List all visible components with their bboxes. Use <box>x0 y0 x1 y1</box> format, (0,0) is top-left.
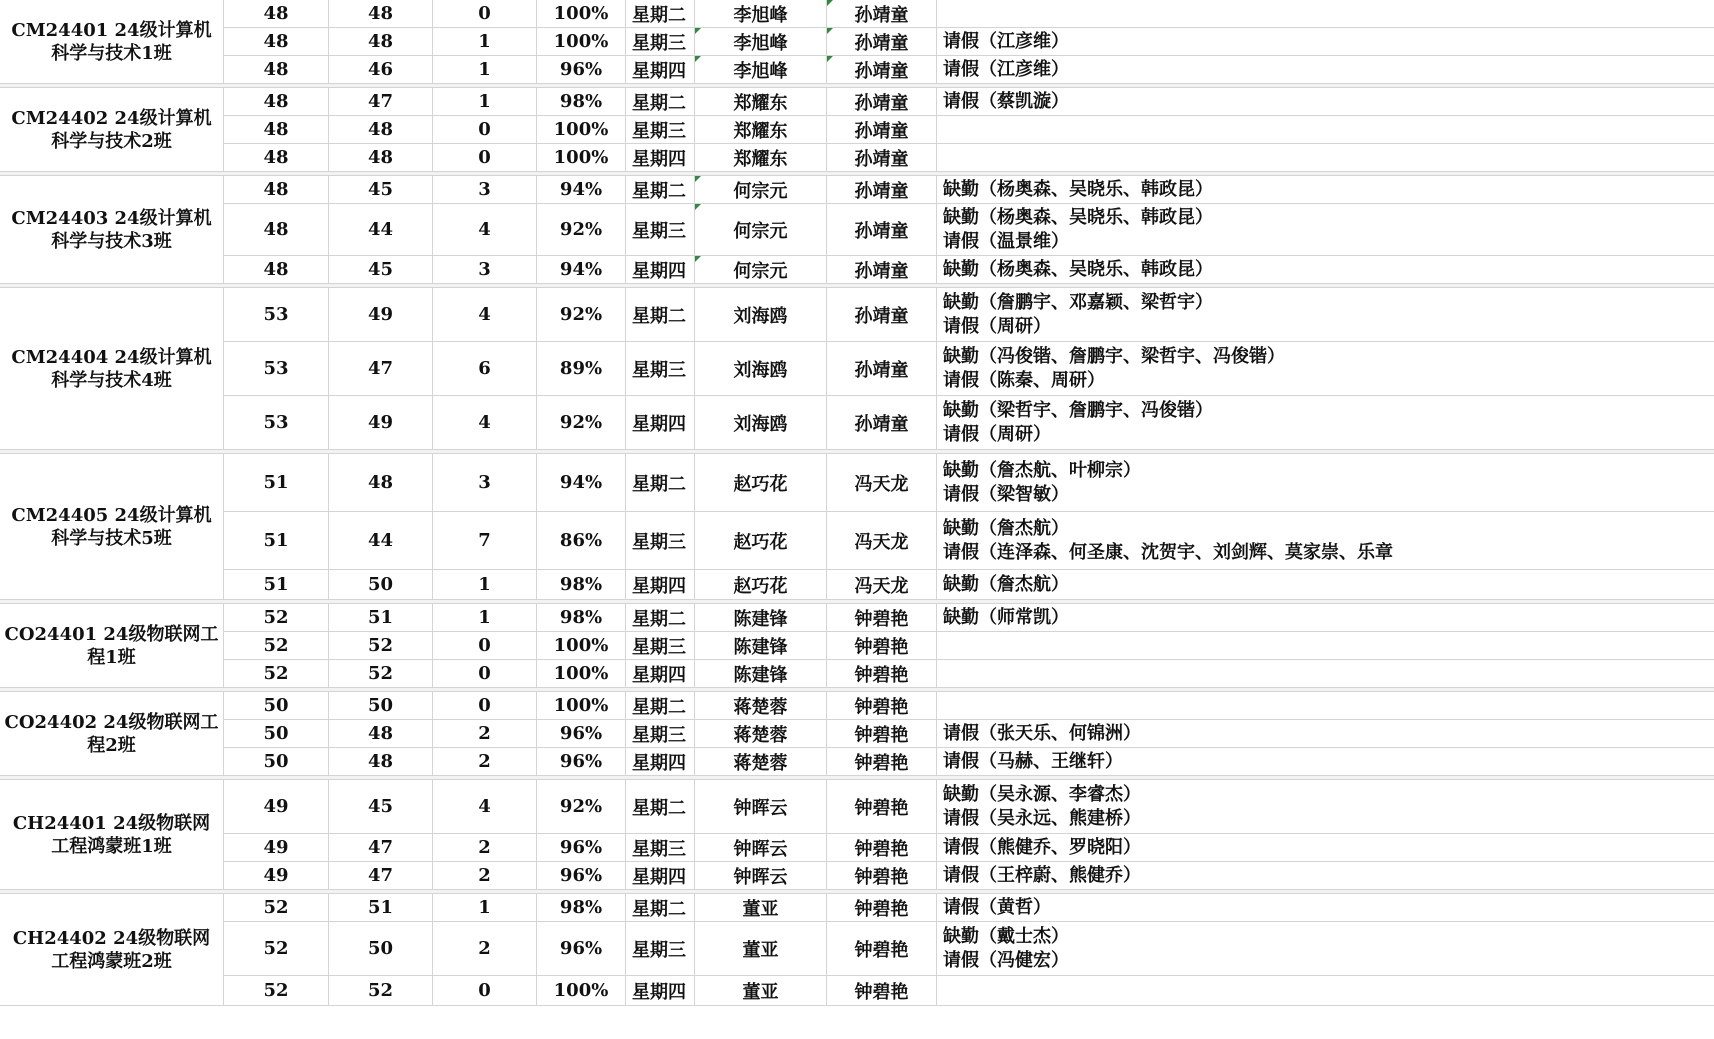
total-cell[interactable]: 52 <box>224 632 329 660</box>
teacher-cell[interactable]: 钟晖云 <box>695 862 827 890</box>
day-cell[interactable]: 星期三 <box>626 204 695 256</box>
counselor-cell[interactable]: 孙靖童 <box>827 56 937 84</box>
counselor-cell[interactable]: 钟碧艳 <box>827 720 937 748</box>
class-name-cell[interactable]: CH24401 24级物联网工程鸿蒙班1班 <box>0 780 224 890</box>
teacher-cell[interactable]: 刘海鸥 <box>695 342 827 396</box>
day-cell[interactable]: 星期二 <box>626 176 695 204</box>
absent-cell[interactable]: 2 <box>433 862 537 890</box>
rate-cell[interactable]: 100% <box>537 0 626 28</box>
day-cell[interactable]: 星期四 <box>626 256 695 284</box>
counselor-cell[interactable]: 孙靖童 <box>827 288 937 342</box>
total-cell[interactable]: 52 <box>224 604 329 632</box>
absent-cell[interactable]: 0 <box>433 0 537 28</box>
teacher-cell[interactable]: 董亚 <box>695 976 827 1006</box>
total-cell[interactable]: 48 <box>224 0 329 28</box>
remark-line: 请假（周研） <box>943 315 1051 337</box>
rate-cell[interactable]: 92% <box>537 780 626 834</box>
comment-indicator-icon <box>827 56 833 62</box>
remark-line: 缺勤（詹杰航、叶柳宗） <box>943 459 1141 481</box>
day-cell[interactable]: 星期二 <box>626 88 695 116</box>
remark-line: 请假（周研） <box>943 423 1051 445</box>
rate-cell[interactable]: 98% <box>537 88 626 116</box>
rate-cell[interactable]: 100% <box>537 144 626 172</box>
remark-line: 请假（张天乐、何锦洲） <box>943 722 1141 744</box>
rate-cell[interactable]: 98% <box>537 604 626 632</box>
comment-indicator-icon <box>827 0 833 6</box>
counselor-cell[interactable]: 钟碧艳 <box>827 976 937 1006</box>
absent-cell[interactable]: 4 <box>433 780 537 834</box>
remark-cell[interactable] <box>937 176 1714 204</box>
rate-cell[interactable]: 94% <box>537 256 626 284</box>
total-cell[interactable]: 50 <box>224 692 329 720</box>
comment-indicator-icon <box>827 28 833 34</box>
remark-line: 请假（陈秦、周研） <box>943 369 1105 391</box>
rate-cell[interactable]: 100% <box>537 28 626 56</box>
absent-cell[interactable]: 0 <box>433 660 537 688</box>
remark-line: 请假（蔡凯漩） <box>943 90 1069 112</box>
counselor-cell[interactable]: 钟碧艳 <box>827 692 937 720</box>
total-cell[interactable]: 50 <box>224 748 329 776</box>
total-cell[interactable]: 51 <box>224 570 329 600</box>
counselor-cell[interactable]: 孙靖童 <box>827 0 937 28</box>
remark-cell[interactable] <box>937 88 1714 116</box>
remark-cell[interactable] <box>937 204 1714 256</box>
teacher-cell[interactable]: 何宗元 <box>695 176 827 204</box>
remark-line: 缺勤（詹杰航） <box>943 517 1069 539</box>
rate-cell[interactable]: 92% <box>537 288 626 342</box>
present-cell[interactable]: 49 <box>329 288 433 342</box>
absent-cell[interactable]: 7 <box>433 512 537 570</box>
present-cell[interactable]: 45 <box>329 780 433 834</box>
present-cell[interactable]: 50 <box>329 922 433 976</box>
remark-line: 请假（黄哲） <box>943 896 1051 918</box>
day-cell[interactable]: 星期四 <box>626 660 695 688</box>
rate-cell[interactable]: 98% <box>537 894 626 922</box>
remark-cell[interactable] <box>937 720 1714 748</box>
teacher-cell[interactable]: 钟晖云 <box>695 780 827 834</box>
day-cell[interactable]: 星期四 <box>626 748 695 776</box>
counselor-cell[interactable]: 钟碧艳 <box>827 834 937 862</box>
day-cell[interactable]: 星期三 <box>626 922 695 976</box>
rate-cell[interactable]: 96% <box>537 748 626 776</box>
total-cell[interactable]: 48 <box>224 56 329 84</box>
absent-cell[interactable]: 2 <box>433 720 537 748</box>
day-cell[interactable]: 星期二 <box>626 0 695 28</box>
present-cell[interactable]: 44 <box>329 512 433 570</box>
rate-cell[interactable]: 92% <box>537 204 626 256</box>
day-cell[interactable]: 星期二 <box>626 692 695 720</box>
present-cell[interactable]: 49 <box>329 396 433 450</box>
remark-cell[interactable] <box>937 894 1714 922</box>
absent-cell[interactable]: 4 <box>433 288 537 342</box>
class-name-cell[interactable]: CM24402 24级计算机科学与技术2班 <box>0 88 224 172</box>
absent-cell[interactable]: 1 <box>433 28 537 56</box>
counselor-cell[interactable]: 钟碧艳 <box>827 894 937 922</box>
total-cell[interactable]: 53 <box>224 342 329 396</box>
remark-cell[interactable] <box>937 256 1714 284</box>
absent-cell[interactable]: 1 <box>433 570 537 600</box>
rate-cell[interactable]: 100% <box>537 692 626 720</box>
rate-cell[interactable]: 96% <box>537 862 626 890</box>
counselor-cell[interactable]: 孙靖童 <box>827 28 937 56</box>
teacher-cell[interactable]: 郑耀东 <box>695 144 827 172</box>
class-name-cell[interactable]: CM24405 24级计算机科学与技术5班 <box>0 454 224 600</box>
rate-cell[interactable]: 96% <box>537 834 626 862</box>
present-cell[interactable]: 50 <box>329 570 433 600</box>
counselor-cell[interactable]: 孙靖童 <box>827 176 937 204</box>
day-cell[interactable]: 星期四 <box>626 56 695 84</box>
remark-cell[interactable] <box>937 396 1714 450</box>
rate-cell[interactable]: 100% <box>537 116 626 144</box>
class-name-cell[interactable]: CH24402 24级物联网工程鸿蒙班2班 <box>0 894 224 1006</box>
remark-cell[interactable] <box>937 570 1714 600</box>
remark-line: 请假（王梓蔚、熊健乔） <box>943 864 1141 886</box>
remark-cell[interactable] <box>937 56 1714 84</box>
counselor-cell[interactable]: 钟碧艳 <box>827 922 937 976</box>
counselor-cell[interactable]: 钟碧艳 <box>827 660 937 688</box>
absent-cell[interactable]: 1 <box>433 894 537 922</box>
remark-line: 缺勤（吴永源、李睿杰） <box>943 783 1141 805</box>
absent-cell[interactable]: 1 <box>433 604 537 632</box>
absent-cell[interactable]: 0 <box>433 976 537 1006</box>
total-cell[interactable]: 48 <box>224 204 329 256</box>
present-cell[interactable]: 50 <box>329 692 433 720</box>
total-cell[interactable]: 52 <box>224 976 329 1006</box>
total-cell[interactable]: 50 <box>224 720 329 748</box>
remark-line: 缺勤（杨奥森、吴晓乐、韩政昆） <box>943 258 1213 280</box>
counselor-cell[interactable]: 冯天龙 <box>827 454 937 512</box>
remark-line: 缺勤（梁哲宇、詹鹏宇、冯俊锴） <box>943 399 1213 421</box>
total-cell[interactable]: 48 <box>224 28 329 56</box>
remark-line: 请假（江彦维） <box>943 58 1069 80</box>
teacher-cell[interactable]: 赵巧花 <box>695 512 827 570</box>
counselor-cell[interactable]: 冯天龙 <box>827 512 937 570</box>
counselor-cell[interactable]: 钟碧艳 <box>827 780 937 834</box>
teacher-cell[interactable]: 李旭峰 <box>695 56 827 84</box>
day-cell[interactable]: 星期三 <box>626 834 695 862</box>
day-cell[interactable]: 星期二 <box>626 894 695 922</box>
remark-cell[interactable] <box>937 28 1714 56</box>
class-name-cell[interactable]: CM24401 24级计算机科学与技术1班 <box>0 0 224 84</box>
counselor-cell[interactable]: 孙靖童 <box>827 396 937 450</box>
counselor-cell[interactable]: 孙靖童 <box>827 342 937 396</box>
rate-cell[interactable]: 89% <box>537 342 626 396</box>
absent-cell[interactable]: 6 <box>433 342 537 396</box>
remark-cell[interactable] <box>937 604 1714 632</box>
rate-cell[interactable]: 92% <box>537 396 626 450</box>
remark-cell[interactable] <box>937 748 1714 776</box>
teacher-cell[interactable]: 陈建锋 <box>695 604 827 632</box>
total-cell[interactable]: 48 <box>224 256 329 284</box>
remark-line: 缺勤（冯俊锴、詹鹏宇、梁哲宇、冯俊锴） <box>943 345 1285 367</box>
remark-cell[interactable] <box>937 922 1714 976</box>
remark-cell[interactable] <box>937 144 1714 172</box>
remark-cell[interactable] <box>937 660 1714 688</box>
day-cell[interactable]: 星期四 <box>626 144 695 172</box>
teacher-cell[interactable]: 李旭峰 <box>695 0 827 28</box>
present-cell[interactable]: 47 <box>329 862 433 890</box>
remark-cell[interactable] <box>937 632 1714 660</box>
remark-line: 缺勤（杨奥森、吴晓乐、韩政昆） <box>943 178 1213 200</box>
total-cell[interactable]: 49 <box>224 780 329 834</box>
total-cell[interactable]: 52 <box>224 660 329 688</box>
rate-cell[interactable]: 86% <box>537 512 626 570</box>
day-cell[interactable]: 星期二 <box>626 780 695 834</box>
present-cell[interactable]: 51 <box>329 604 433 632</box>
remark-cell[interactable] <box>937 342 1714 396</box>
rate-cell[interactable]: 94% <box>537 454 626 512</box>
absent-cell[interactable]: 1 <box>433 56 537 84</box>
rate-cell[interactable]: 100% <box>537 632 626 660</box>
present-cell[interactable]: 48 <box>329 28 433 56</box>
total-cell[interactable]: 49 <box>224 834 329 862</box>
absent-cell[interactable]: 3 <box>433 454 537 512</box>
teacher-cell[interactable]: 蒋楚蓉 <box>695 720 827 748</box>
remark-cell[interactable] <box>937 862 1714 890</box>
remark-line: 缺勤（詹杰航） <box>943 573 1069 595</box>
present-cell[interactable]: 52 <box>329 976 433 1006</box>
remark-cell[interactable] <box>937 834 1714 862</box>
counselor-cell[interactable]: 孙靖童 <box>827 256 937 284</box>
total-cell[interactable]: 48 <box>224 116 329 144</box>
day-cell[interactable]: 星期二 <box>626 454 695 512</box>
remark-cell[interactable] <box>937 0 1714 28</box>
teacher-cell[interactable]: 赵巧花 <box>695 454 827 512</box>
remark-line: 请假（梁智敏） <box>943 483 1069 505</box>
day-cell[interactable]: 星期三 <box>626 116 695 144</box>
counselor-cell[interactable]: 钟碧艳 <box>827 862 937 890</box>
day-cell[interactable]: 星期四 <box>626 396 695 450</box>
remark-line: 请假（温景维） <box>943 230 1069 252</box>
day-cell[interactable]: 星期三 <box>626 342 695 396</box>
teacher-cell[interactable]: 陈建锋 <box>695 632 827 660</box>
remark-line: 请假（熊健乔、罗晓阳） <box>943 836 1141 858</box>
teacher-cell[interactable]: 董亚 <box>695 922 827 976</box>
day-cell[interactable]: 星期二 <box>626 604 695 632</box>
total-cell[interactable]: 51 <box>224 454 329 512</box>
remark-cell[interactable] <box>937 976 1714 1006</box>
total-cell[interactable]: 53 <box>224 396 329 450</box>
remark-cell[interactable] <box>937 780 1714 834</box>
comment-indicator-icon <box>695 56 701 62</box>
counselor-cell[interactable]: 钟碧艳 <box>827 632 937 660</box>
class-name-cell[interactable]: CM24404 24级计算机科学与技术4班 <box>0 288 224 450</box>
class-name-cell[interactable]: CM24403 24级计算机科学与技术3班 <box>0 176 224 284</box>
teacher-cell[interactable]: 蒋楚蓉 <box>695 748 827 776</box>
day-cell[interactable]: 星期三 <box>626 512 695 570</box>
comment-indicator-icon <box>695 28 701 34</box>
absent-cell[interactable]: 0 <box>433 144 537 172</box>
teacher-cell[interactable]: 赵巧花 <box>695 570 827 600</box>
remark-cell[interactable] <box>937 288 1714 342</box>
day-cell[interactable]: 星期二 <box>626 288 695 342</box>
absent-cell[interactable]: 2 <box>433 748 537 776</box>
present-cell[interactable]: 45 <box>329 256 433 284</box>
total-cell[interactable]: 52 <box>224 922 329 976</box>
counselor-cell[interactable]: 孙靖童 <box>827 144 937 172</box>
teacher-cell[interactable]: 刘海鸥 <box>695 288 827 342</box>
rate-cell[interactable]: 94% <box>537 176 626 204</box>
rate-cell[interactable]: 100% <box>537 976 626 1006</box>
present-cell[interactable]: 48 <box>329 144 433 172</box>
absent-cell[interactable]: 0 <box>433 692 537 720</box>
counselor-cell[interactable]: 孙靖童 <box>827 88 937 116</box>
remark-cell[interactable] <box>937 454 1714 512</box>
remark-cell[interactable] <box>937 692 1714 720</box>
present-cell[interactable]: 46 <box>329 56 433 84</box>
remark-line: 缺勤（杨奥森、吴晓乐、韩政昆） <box>943 206 1213 228</box>
teacher-cell[interactable]: 钟晖云 <box>695 834 827 862</box>
counselor-cell[interactable]: 钟碧艳 <box>827 604 937 632</box>
teacher-cell[interactable]: 郑耀东 <box>695 116 827 144</box>
present-cell[interactable]: 52 <box>329 632 433 660</box>
present-cell[interactable]: 48 <box>329 0 433 28</box>
absent-cell[interactable]: 4 <box>433 204 537 256</box>
present-cell[interactable]: 45 <box>329 176 433 204</box>
rate-cell[interactable]: 96% <box>537 720 626 748</box>
total-cell[interactable]: 49 <box>224 862 329 890</box>
present-cell[interactable]: 47 <box>329 342 433 396</box>
absent-cell[interactable]: 2 <box>433 834 537 862</box>
counselor-cell[interactable]: 孙靖童 <box>827 204 937 256</box>
remark-line: 请假（冯健宏） <box>943 949 1069 971</box>
comment-indicator-icon <box>695 256 701 262</box>
remark-cell[interactable] <box>937 116 1714 144</box>
absent-cell[interactable]: 3 <box>433 256 537 284</box>
present-cell[interactable]: 48 <box>329 748 433 776</box>
remark-line: 请假（马赫、王继轩） <box>943 750 1123 772</box>
remark-cell[interactable] <box>937 512 1714 570</box>
teacher-cell[interactable]: 郑耀东 <box>695 88 827 116</box>
absent-cell[interactable]: 0 <box>433 116 537 144</box>
absent-cell[interactable]: 4 <box>433 396 537 450</box>
teacher-cell[interactable]: 陈建锋 <box>695 660 827 688</box>
total-cell[interactable]: 51 <box>224 512 329 570</box>
remark-line: 请假（连泽森、何圣康、沈贺宇、刘剑辉、莫家崇、乐章 <box>943 541 1393 563</box>
counselor-cell[interactable]: 孙靖童 <box>827 116 937 144</box>
remark-line: 缺勤（戴士杰） <box>943 925 1069 947</box>
remark-line: 缺勤（詹鹏宇、邓嘉颖、梁哲宇） <box>943 291 1213 313</box>
teacher-cell[interactable]: 蒋楚蓉 <box>695 692 827 720</box>
present-cell[interactable]: 47 <box>329 834 433 862</box>
absent-cell[interactable]: 3 <box>433 176 537 204</box>
rate-cell[interactable]: 96% <box>537 922 626 976</box>
day-cell[interactable]: 星期四 <box>626 570 695 600</box>
counselor-cell[interactable]: 冯天龙 <box>827 570 937 600</box>
absent-cell[interactable]: 2 <box>433 922 537 976</box>
present-cell[interactable]: 48 <box>329 454 433 512</box>
present-cell[interactable]: 52 <box>329 660 433 688</box>
day-cell[interactable]: 星期四 <box>626 862 695 890</box>
total-cell[interactable]: 48 <box>224 144 329 172</box>
absent-cell[interactable]: 1 <box>433 88 537 116</box>
total-cell[interactable]: 53 <box>224 288 329 342</box>
class-name-cell[interactable]: CO24402 24级物联网工程2班 <box>0 692 224 776</box>
present-cell[interactable]: 48 <box>329 116 433 144</box>
comment-indicator-icon <box>695 204 701 210</box>
day-cell[interactable]: 星期三 <box>626 632 695 660</box>
rate-cell[interactable]: 96% <box>537 56 626 84</box>
present-cell[interactable]: 48 <box>329 720 433 748</box>
teacher-cell[interactable]: 刘海鸥 <box>695 396 827 450</box>
teacher-cell[interactable]: 董亚 <box>695 894 827 922</box>
rate-cell[interactable]: 100% <box>537 660 626 688</box>
counselor-cell[interactable]: 钟碧艳 <box>827 748 937 776</box>
remark-line: 请假（吴永远、熊建桥） <box>943 807 1141 829</box>
total-cell[interactable]: 48 <box>224 176 329 204</box>
teacher-cell[interactable]: 李旭峰 <box>695 28 827 56</box>
class-name-cell[interactable]: CO24401 24级物联网工程1班 <box>0 604 224 688</box>
total-cell[interactable]: 52 <box>224 894 329 922</box>
day-cell[interactable]: 星期四 <box>626 976 695 1006</box>
teacher-cell[interactable]: 何宗元 <box>695 256 827 284</box>
present-cell[interactable]: 47 <box>329 88 433 116</box>
present-cell[interactable]: 44 <box>329 204 433 256</box>
teacher-cell[interactable]: 何宗元 <box>695 204 827 256</box>
remark-line: 缺勤（师常凯） <box>943 606 1069 628</box>
rate-cell[interactable]: 98% <box>537 570 626 600</box>
remark-line: 请假（江彦维） <box>943 30 1069 52</box>
present-cell[interactable]: 51 <box>329 894 433 922</box>
comment-indicator-icon <box>695 176 701 182</box>
day-cell[interactable]: 星期三 <box>626 28 695 56</box>
day-cell[interactable]: 星期三 <box>626 720 695 748</box>
total-cell[interactable]: 48 <box>224 88 329 116</box>
absent-cell[interactable]: 0 <box>433 632 537 660</box>
